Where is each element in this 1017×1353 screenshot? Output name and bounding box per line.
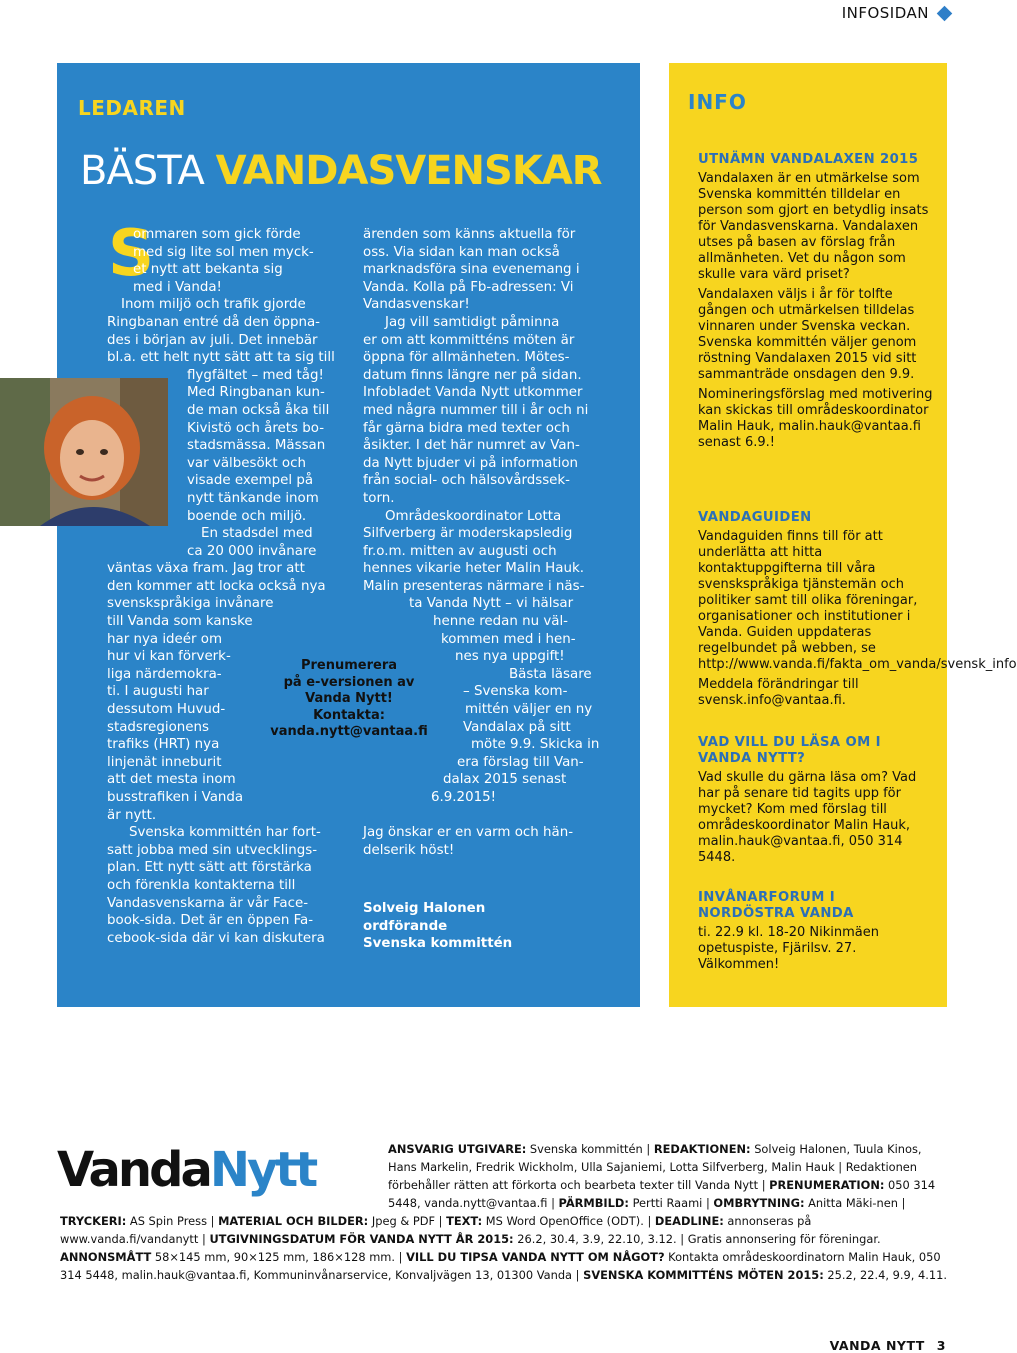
text-line: Vandalax på sitt bbox=[463, 719, 571, 735]
diamond-icon bbox=[937, 5, 953, 21]
text-line: busstrafiken i Vanda bbox=[107, 790, 244, 805]
info-block bbox=[698, 735, 934, 870]
info-paragraph: Vad skulle du gärna läsa om? Vad har på senare tid tagits upp för mycket? Kom med förslag till områdeskoordinator Malin Hauk, malin.hauk@vantaa.fi, 050 314 5448. bbox=[698, 770, 917, 865]
info-block bbox=[698, 890, 934, 977]
info-block bbox=[698, 510, 1017, 713]
text-line: book-sida. Det är en öppen Fa- bbox=[107, 913, 314, 929]
credit-label: MATERIAL OCH BILDER: bbox=[218, 1214, 369, 1228]
credit-text: Anitta Mäki-nen | bbox=[804, 1196, 906, 1210]
text-line: Kivistö och årets bo- bbox=[187, 420, 325, 436]
text-line: får gärna bidra med texter och bbox=[363, 420, 570, 436]
text-line: Bästa läsare bbox=[509, 666, 592, 682]
editorial-column-1 bbox=[107, 226, 335, 947]
editorial-column-2 bbox=[363, 226, 600, 859]
text-line: på e-versionen av bbox=[283, 674, 415, 690]
subscribe-callout bbox=[268, 658, 430, 741]
text-line: öppna för allmänheten. Mötes- bbox=[363, 350, 570, 366]
credit-label: UTGIVNINGSDATUM FÖR VANDA NYTT ÅR 2015: bbox=[209, 1232, 514, 1246]
text-line: dalax 2015 senast bbox=[443, 772, 567, 788]
credit-text: 050 314 5448, vanda.nytt@vantaa.fi | bbox=[388, 1178, 936, 1210]
credit-text: Kontakta områdeskoordinatorn Malin Hauk, 050 314 5448, malin.hauk@vantaa.fi, Kommuninvånarservice, Konvaljvägen 13, 01300 Vanda | bbox=[60, 1250, 941, 1282]
text-line: att det mesta inom bbox=[107, 772, 236, 788]
credit-text: 26.2, 30.4, 3.9, 22.10, 3.12. | Gratis annonsering för föreningar. bbox=[513, 1232, 881, 1246]
text-line: hennes vikarie heter Malin Hauk. bbox=[363, 561, 584, 577]
text-line: – Svenska kom- bbox=[463, 684, 568, 700]
credit-label: SVENSKA KOMMITTÉNS MÖTEN 2015: bbox=[583, 1268, 824, 1282]
text-line: dessutom Huvud- bbox=[107, 702, 226, 718]
text-line: Områdeskoordinator Lotta bbox=[385, 508, 562, 524]
text-line: med några nummer till i år och ni bbox=[363, 402, 589, 418]
headline-part-1: BÄSTA bbox=[80, 148, 216, 194]
text-line: Inom miljö och trafik gjorde bbox=[121, 297, 306, 313]
text-line: visade exempel på bbox=[187, 473, 314, 489]
info-paragraph: Nomineringsförslag med motivering kan skickas till områdeskoordinator Malin Hauk, malin.hauk@vantaa.fi senast 6.9.! bbox=[698, 387, 933, 450]
credit-text: annonseras på www.vanda.fi/vandanytt | bbox=[60, 1214, 812, 1246]
text-line: era förslag till Van- bbox=[457, 754, 584, 770]
text-line: ti. I augusti har bbox=[107, 684, 209, 700]
credit-label: VILL DU TIPSA VANDA NYTT OM NÅGOT? bbox=[406, 1250, 665, 1264]
text-line: et nytt att bekanta sig bbox=[133, 262, 283, 278]
text-line: Jag önskar er en varm och hän- bbox=[363, 825, 574, 841]
text-line: ordförande bbox=[363, 918, 448, 934]
text-line: Vandasvenskar! bbox=[363, 297, 470, 313]
text-line: er om att kommitténs möten är bbox=[363, 332, 575, 348]
credit-text: Jpeg & PDF | bbox=[368, 1214, 447, 1228]
text-line: datum finns längre ner på sidan. bbox=[363, 367, 582, 383]
text-line: marknadsföra sina evenemang i bbox=[363, 262, 580, 278]
headline-part-2: VANDASVENSKAR bbox=[215, 148, 602, 194]
text-line: des i början av juli. Det innebär bbox=[107, 332, 318, 348]
credit-label: REDAKTIONEN: bbox=[653, 1142, 751, 1156]
text-line: ommaren som gick förde bbox=[133, 227, 301, 242]
text-line: väntas växa fram. Jag tror att bbox=[107, 561, 305, 577]
text-line: da Nytt bjuder vi på information bbox=[363, 455, 579, 471]
credit-label: TRYCKERI: bbox=[60, 1214, 127, 1228]
text-line: 6.9.2015! bbox=[431, 790, 496, 805]
text-line: Malin presenteras närmare i näs- bbox=[363, 578, 585, 594]
text-line: liga närdemokra- bbox=[107, 666, 222, 682]
text-line: nytt tänkande inom bbox=[187, 490, 319, 506]
logo-part-2: Nytt bbox=[209, 1142, 316, 1198]
text-line: plan. Ett nytt sätt att förstärka bbox=[107, 860, 312, 876]
text-line: trafiks (HRT) nya bbox=[107, 737, 220, 753]
text-line: stadsmässa. Mässan bbox=[187, 438, 326, 454]
info-paragraph: Vandalaxen väljs i år för tolfte gången och utmärkelsen tilldelas vinnaren under Svenska veckan. Svenska kommittén väljer genom röstning Vandalaxen 2015 vid sitt sammanträde onsdagen den 9.9. bbox=[698, 287, 917, 382]
info-paragraph: ti. 22.9 kl. 18-20 Nikinmäen opetuspiste, Fjärilsv. 27. Välkommen! bbox=[698, 925, 879, 972]
logo-part-1: Vanda bbox=[57, 1142, 210, 1198]
credit-label: DEADLINE: bbox=[654, 1214, 724, 1228]
editorial-signature bbox=[363, 900, 512, 953]
text-line: med i Vanda! bbox=[133, 279, 222, 295]
text-line: till Vanda som kanske bbox=[107, 614, 253, 630]
credit-label: ANSVARIG UTGIVARE: bbox=[388, 1142, 527, 1156]
text-line: henne redan nu väl- bbox=[433, 614, 569, 630]
text-line: hur vi kan förverk- bbox=[107, 649, 231, 665]
credit-label: ANNONSMÅTT bbox=[60, 1250, 152, 1264]
page-footer bbox=[830, 1338, 946, 1353]
text-line: ca 20 000 invånare bbox=[187, 543, 317, 559]
footer-title: VANDA NYTT bbox=[829, 1338, 925, 1353]
text-line: Vandasvenskarna är vår Face- bbox=[107, 895, 309, 911]
text-line: är nytt. bbox=[107, 807, 157, 823]
text-line: Infobladet Vanda Nytt utkommer bbox=[363, 385, 583, 401]
text-line: kommen med i hen- bbox=[441, 631, 576, 647]
info-paragraph: Meddela förändringar till svensk.info@vantaa.fi. bbox=[698, 677, 859, 708]
credit-text: AS Spin Press | bbox=[126, 1214, 219, 1228]
text-line: Prenumerera bbox=[300, 658, 398, 673]
info-paragraph: Vandaguiden finns till för att underlätta att hitta kontaktuppgifterna till våra svenskspråkiga tjänstemän och politiker samt till olika föreningar, organisationer och institutioner i Vanda. Guiden uppdateras regelbundet på webben, se http://www.vanda.fi/fakta_om_vanda/svensk_info bbox=[698, 529, 1017, 672]
text-line: fr.o.m. mitten av augusti och bbox=[363, 543, 557, 559]
text-line: svenskspråkiga invånare bbox=[107, 596, 274, 612]
info-block-heading: VANDAGUIDEN bbox=[698, 510, 812, 525]
page-number: 3 bbox=[936, 1338, 946, 1353]
text-line: åsikter. I det här numret av Van- bbox=[363, 438, 580, 454]
text-line: har nya ideér om bbox=[107, 631, 223, 647]
text-line: Svenska kommittén har fort- bbox=[129, 825, 321, 841]
text-line: och förenkla kontakterna till bbox=[107, 877, 296, 893]
text-line: Ringbanan entré då den öppna- bbox=[107, 314, 320, 330]
logo-spacer bbox=[60, 1140, 388, 1212]
page-header bbox=[842, 0, 960, 26]
credit-text: Svenska kommittén | bbox=[526, 1142, 654, 1156]
text-line: flygfältet – med tåg! bbox=[187, 367, 324, 383]
text-line: Med Ringbanan kun- bbox=[187, 385, 325, 401]
text-line: Vanda Nytt! bbox=[305, 691, 393, 706]
editorial-label: LEDAREN bbox=[78, 96, 186, 120]
text-line: oss. Via sidan kan man också bbox=[363, 244, 560, 260]
section-title: INFOSIDAN bbox=[841, 4, 929, 22]
credit-text: 25.2, 22.4, 9.9, 4.11. bbox=[823, 1268, 947, 1282]
credit-text: MS Word OpenOffice (ODT). | bbox=[482, 1214, 655, 1228]
text-line: bl.a. ett helt nytt sätt att ta sig till bbox=[107, 350, 335, 366]
text-line: Svenska kommittén bbox=[363, 936, 513, 952]
credit-label: PRENUMERATION: bbox=[769, 1178, 885, 1192]
text-line: den kommer att locka också nya bbox=[107, 578, 326, 594]
text-line: Vanda. Kolla på Fb-adressen: Vi bbox=[363, 279, 574, 295]
text-line: Jag vill samtidigt påminna bbox=[385, 314, 560, 330]
text-line: från social- och hälsovårdssek- bbox=[363, 473, 570, 489]
info-block-heading: VAD VILL DU LÄSA OM I VANDA NYTT? bbox=[698, 735, 881, 766]
credit-text: Pertti Raami | bbox=[628, 1196, 714, 1210]
text-line: nes nya uppgift! bbox=[455, 649, 565, 665]
text-line: Kontakta: bbox=[313, 707, 385, 723]
text-line: En stadsdel med bbox=[201, 526, 313, 542]
text-line: möte 9.9. Skicka in bbox=[471, 737, 600, 753]
text-line: vanda.nytt@vantaa.fi bbox=[270, 724, 428, 739]
credits-text bbox=[60, 1140, 952, 1284]
text-line: satt jobba med sin utvecklings- bbox=[107, 842, 318, 858]
text-line bbox=[363, 807, 593, 825]
credit-text: 58×145 mm, 90×125 mm, 186×128 mm. | bbox=[151, 1250, 407, 1264]
info-block-heading: UTNÄMN VANDALAXEN 2015 bbox=[698, 152, 919, 167]
text-line: Solveig Halonen bbox=[363, 901, 486, 916]
info-title: INFO bbox=[688, 90, 747, 114]
masthead-credits bbox=[60, 1140, 952, 1284]
info-block-heading: INVÅNARFORUM I NORDÖSTRA VANDA bbox=[698, 890, 854, 921]
info-block bbox=[698, 152, 934, 455]
text-line: ta Vanda Nytt – vi hälsar bbox=[409, 596, 574, 612]
text-line: cebook-sida där vi kan diskutera bbox=[107, 930, 325, 946]
text-line: mittén väljer en ny bbox=[465, 702, 593, 718]
text-line: med sig lite sol men myck- bbox=[133, 244, 314, 260]
text-line: var välbesökt och bbox=[187, 455, 306, 471]
credit-label: PÄRMBILD: bbox=[558, 1196, 629, 1210]
credit-text: Solveig Halonen, Tuula Kinos, Hans Markelin, Fredrik Wickholm, Ulla Sajaniemi, Lotta Silfverberg, Malin Hauk | Redaktionen förbehåller rätten att förkorta och bearbeta texter till Vanda Nytt | bbox=[388, 1142, 922, 1192]
info-paragraph: Vandalaxen är en utmärkelse som Svenska kommittén tilldelar en person som gjort en betydlig insats för Vandasvenskarna. Vandalaxen utses på basen av förslag från allmänheten. Vet du någon som skulle vara värd priset? bbox=[698, 171, 929, 282]
text-line: linjenät inneburit bbox=[107, 754, 222, 770]
editorial-headline bbox=[80, 148, 602, 194]
text-line: ärenden som känns aktuella för bbox=[363, 227, 576, 242]
credit-label: OMBRYTNING: bbox=[713, 1196, 805, 1210]
text-line: delserik höst! bbox=[363, 842, 455, 858]
text-line: torn. bbox=[363, 490, 395, 506]
credit-label: TEXT: bbox=[446, 1214, 483, 1228]
text-line: stadsregionens bbox=[107, 719, 209, 735]
text-line: boende och miljö. bbox=[187, 508, 307, 524]
text-line: de man också åka till bbox=[187, 402, 330, 418]
text-line: Silfverberg är moderskapsledig bbox=[363, 526, 573, 542]
drop-cap: S bbox=[108, 217, 155, 291]
